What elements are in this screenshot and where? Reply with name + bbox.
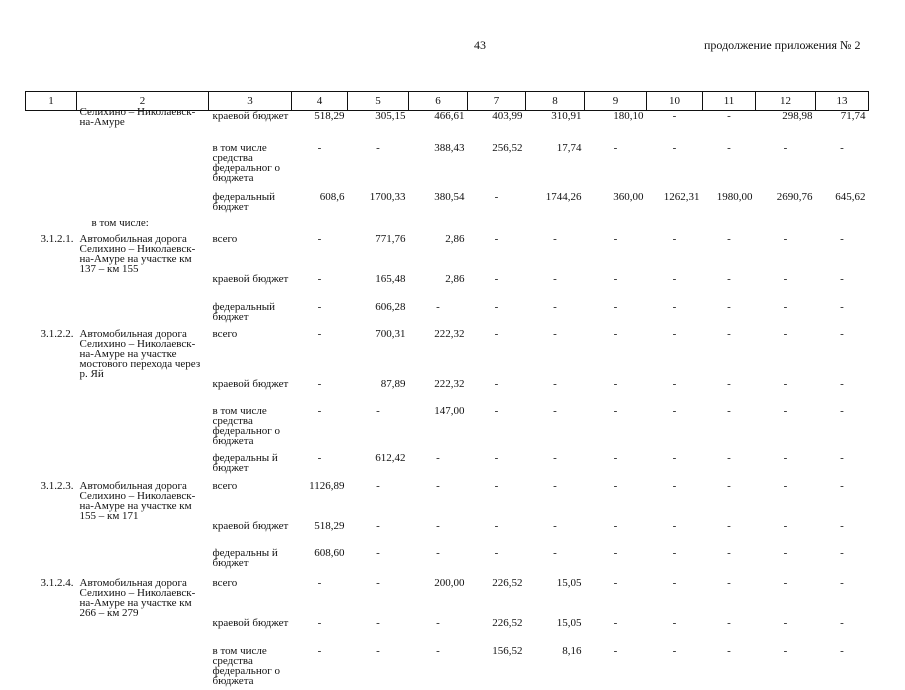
table-row xyxy=(26,406,869,453)
value-cell: - xyxy=(840,232,844,245)
value-cell: - xyxy=(553,327,557,340)
value-cell: - xyxy=(436,451,440,464)
table-row xyxy=(26,578,869,618)
value-cell: 608,6 xyxy=(319,190,345,203)
value-cell: - xyxy=(494,451,499,464)
row-object-name xyxy=(77,618,209,646)
page-number: 43 xyxy=(474,38,486,52)
value-cell: - xyxy=(494,232,499,245)
value-cell: - xyxy=(494,479,499,492)
value-cell: - xyxy=(672,141,677,154)
value-cell: - xyxy=(672,644,677,657)
row-funding-source: в том числе средства федеральног о бюджета xyxy=(212,404,280,447)
row-funding-source: краевой бюджет xyxy=(212,110,289,122)
value-cell: - xyxy=(613,232,618,245)
value-cell: - xyxy=(613,451,618,464)
col-header: 13 xyxy=(816,92,869,111)
table-row xyxy=(26,618,869,646)
value-cell: - xyxy=(436,546,440,559)
row-funding-source: федеральный бюджет xyxy=(212,190,275,213)
table-row xyxy=(26,481,869,521)
value-cell: - xyxy=(672,576,677,589)
row-funding-source: всего xyxy=(212,576,238,589)
value-cell: - xyxy=(613,300,618,313)
value-cell: - xyxy=(613,327,618,340)
value-cell: - xyxy=(613,479,618,492)
value-cell: - xyxy=(317,232,322,245)
value-cell: - xyxy=(613,272,618,285)
subheading-row xyxy=(26,218,869,234)
col-header: 9 xyxy=(585,92,647,111)
table-row xyxy=(26,548,869,578)
value-cell: - xyxy=(783,404,788,417)
value-cell: 1980,00 xyxy=(716,190,753,203)
value-cell: - xyxy=(727,377,731,390)
row-object-name xyxy=(77,379,209,406)
value-cell: - xyxy=(317,300,322,313)
value-cell: - xyxy=(783,377,788,390)
value-cell: 771,76 xyxy=(375,232,406,245)
row-code xyxy=(26,192,77,218)
value-cell: - xyxy=(727,479,731,492)
col-header: 11 xyxy=(703,92,756,111)
value-cell: 310,91 xyxy=(551,110,582,122)
value-cell: 360,00 xyxy=(613,190,644,203)
value-cell: - xyxy=(613,404,618,417)
row-funding-source: всего xyxy=(212,479,238,492)
value-cell: - xyxy=(727,451,731,464)
value-cell: - xyxy=(494,190,499,203)
table-row xyxy=(26,521,869,548)
value-cell: - xyxy=(376,141,380,154)
value-cell: - xyxy=(317,327,322,340)
continuation-note: продолжение приложения № 2 xyxy=(704,38,861,52)
col-header: 8 xyxy=(526,92,585,111)
value-cell: - xyxy=(376,546,380,559)
value-cell: 1744,26 xyxy=(545,190,582,203)
value-cell: 645,62 xyxy=(835,190,866,203)
value-cell: - xyxy=(672,616,677,629)
value-cell: - xyxy=(376,576,380,589)
row-code xyxy=(26,274,77,302)
value-cell: - xyxy=(317,404,322,417)
value-cell: - xyxy=(613,644,618,657)
row-code xyxy=(26,302,77,329)
col-header: 7 xyxy=(468,92,526,111)
value-cell: - xyxy=(672,300,677,313)
row-funding-source: всего xyxy=(212,327,238,340)
value-cell: - xyxy=(613,546,618,559)
value-cell: - xyxy=(783,300,788,313)
value-cell: - xyxy=(727,404,731,417)
value-cell: - xyxy=(317,272,322,285)
value-cell: 71,74 xyxy=(840,110,866,122)
value-cell: - xyxy=(672,479,677,492)
value-cell: - xyxy=(436,300,440,313)
table-row xyxy=(26,379,869,406)
value-cell: - xyxy=(727,272,731,285)
value-cell: - xyxy=(727,141,731,154)
value-cell: - xyxy=(553,272,557,285)
row-code: 3.1.2.4. xyxy=(40,576,74,589)
col-header: 3 xyxy=(209,92,292,111)
value-cell: - xyxy=(436,479,440,492)
value-cell: - xyxy=(783,546,788,559)
row-code: 3.1.2.3. xyxy=(40,479,74,492)
value-cell: - xyxy=(672,327,677,340)
row-object-name: Автомобильная дорога Селихино – Николаевск-на-Амуре на участке км 137 – км 155 xyxy=(79,232,196,275)
value-cell: 466,61 xyxy=(434,110,465,122)
value-cell: 87,89 xyxy=(380,377,406,390)
row-funding-source: федеральны й бюджет xyxy=(212,546,278,569)
value-cell: - xyxy=(613,141,618,154)
value-cell: 226,52 xyxy=(492,616,523,629)
row-object-name xyxy=(77,302,209,329)
value-cell: - xyxy=(553,519,557,532)
table-row xyxy=(26,646,869,690)
value-cell: - xyxy=(672,546,677,559)
value-cell: - xyxy=(840,377,844,390)
value-cell: 226,52 xyxy=(492,576,523,589)
value-cell: 2690,76 xyxy=(776,190,813,203)
value-cell: 256,52 xyxy=(492,141,523,154)
row-code xyxy=(26,548,77,578)
value-cell: - xyxy=(840,644,844,657)
row-object-name: Автомобильная дорога Селихино – Николаевск-на-Амуре на участке мостового перехода через р. Яй xyxy=(79,327,201,380)
value-cell: 700,31 xyxy=(375,327,406,340)
table-row xyxy=(26,274,869,302)
value-cell: 147,00 xyxy=(434,404,465,417)
value-cell: - xyxy=(376,404,380,417)
row-code xyxy=(26,618,77,646)
table-row xyxy=(26,192,869,218)
value-cell: - xyxy=(317,377,322,390)
value-cell: - xyxy=(494,327,499,340)
value-cell: - xyxy=(783,479,788,492)
value-cell: - xyxy=(317,141,322,154)
col-header: 6 xyxy=(409,92,468,111)
value-cell: 608,60 xyxy=(314,546,345,559)
value-cell: - xyxy=(727,300,731,313)
row-object-name: Автомобильная дорога Селихино – Николаевск-на-Амуре на участке км 155 – км 171 xyxy=(79,479,196,522)
value-cell: - xyxy=(840,479,844,492)
value-cell: - xyxy=(494,272,499,285)
row-funding-source: краевой бюджет xyxy=(212,377,289,390)
row-funding-source: в том числе средства федеральног о бюджета xyxy=(212,644,280,687)
row-object-name: Автомобильная дорога Селихино – Николаевск-на-Амуре на участке км 266 – км 279 xyxy=(79,576,196,619)
value-cell: - xyxy=(553,300,557,313)
value-cell: - xyxy=(494,300,499,313)
row-funding-source: краевой бюджет xyxy=(212,519,289,532)
row-object-name xyxy=(77,406,209,453)
value-cell: - xyxy=(840,546,844,559)
value-cell: 606,28 xyxy=(375,300,406,313)
value-cell: 298,98 xyxy=(782,110,813,122)
row-object-name: Селихино – Николаевск-на-Амуре xyxy=(79,106,196,128)
value-cell: - xyxy=(783,616,788,629)
row-object-name xyxy=(77,192,209,218)
row-code xyxy=(26,406,77,453)
row-funding-source: краевой бюджет xyxy=(212,616,289,629)
value-cell: - xyxy=(672,232,677,245)
row-object-name xyxy=(77,453,209,481)
value-cell: 15,05 xyxy=(556,576,582,589)
table-row xyxy=(26,329,869,379)
value-cell: - xyxy=(553,546,557,559)
value-cell: 200,00 xyxy=(434,576,465,589)
table-row xyxy=(26,143,869,192)
value-cell: 380,54 xyxy=(434,190,465,203)
value-cell: 2,86 xyxy=(445,272,465,285)
value-cell: - xyxy=(376,616,380,629)
value-cell: - xyxy=(553,451,557,464)
value-cell: - xyxy=(553,377,557,390)
value-cell: 388,43 xyxy=(434,141,465,154)
value-cell: 165,48 xyxy=(375,272,406,285)
value-cell: 518,29 xyxy=(314,519,345,532)
value-cell: - xyxy=(783,272,788,285)
value-cell: 1126,89 xyxy=(309,479,345,492)
row-object-name xyxy=(77,143,209,192)
value-cell: - xyxy=(840,451,844,464)
value-cell: - xyxy=(783,644,788,657)
value-cell: - xyxy=(613,616,618,629)
table-row xyxy=(26,234,869,274)
value-cell: - xyxy=(436,519,440,532)
value-cell: - xyxy=(613,377,618,390)
value-cell: 1700,33 xyxy=(369,190,406,203)
col-header: 5 xyxy=(348,92,409,111)
value-cell: - xyxy=(783,327,788,340)
value-cell: 222,32 xyxy=(434,327,465,340)
row-code xyxy=(26,111,77,143)
row-code xyxy=(26,453,77,481)
value-cell: - xyxy=(672,404,677,417)
budget-table xyxy=(25,91,869,690)
value-cell: - xyxy=(436,644,440,657)
value-cell: - xyxy=(840,300,844,313)
row-object-name xyxy=(77,274,209,302)
value-cell: - xyxy=(783,451,788,464)
value-cell: - xyxy=(376,644,380,657)
value-cell: 180,10 xyxy=(613,110,644,122)
value-cell: 403,99 xyxy=(492,110,523,122)
value-cell: - xyxy=(494,519,499,532)
row-funding-source: федеральны й бюджет xyxy=(212,451,278,474)
value-cell: - xyxy=(494,546,499,559)
in-that-number-label: в том числе: xyxy=(91,216,149,229)
value-cell: - xyxy=(727,232,731,245)
row-code xyxy=(26,379,77,406)
value-cell: - xyxy=(727,519,731,532)
value-cell: 1262,31 xyxy=(663,190,700,203)
row-object-name xyxy=(77,646,209,690)
value-cell: - xyxy=(672,110,677,122)
value-cell: - xyxy=(840,141,844,154)
col-header: 4 xyxy=(292,92,348,111)
value-cell: - xyxy=(317,644,322,657)
value-cell: 612,42 xyxy=(375,451,406,464)
value-cell: - xyxy=(613,519,618,532)
value-cell: - xyxy=(783,232,788,245)
value-cell: - xyxy=(376,479,380,492)
value-cell: - xyxy=(840,576,844,589)
table-row xyxy=(26,453,869,481)
value-cell: 156,52 xyxy=(492,644,523,657)
row-code xyxy=(26,521,77,548)
value-cell: - xyxy=(783,519,788,532)
value-cell: - xyxy=(613,576,618,589)
value-cell: 2,86 xyxy=(445,232,465,245)
value-cell: - xyxy=(494,377,499,390)
value-cell: 8,16 xyxy=(562,644,582,657)
col-header: 10 xyxy=(647,92,703,111)
row-funding-source: в том числе средства федеральног о бюджета xyxy=(212,141,280,184)
row-object-name xyxy=(77,548,209,578)
col-header: 1 xyxy=(26,92,77,111)
value-cell: - xyxy=(783,576,788,589)
table-row xyxy=(26,111,869,143)
row-funding-source: федеральный бюджет xyxy=(212,300,275,323)
value-cell: - xyxy=(727,644,731,657)
value-cell: - xyxy=(840,327,844,340)
value-cell: - xyxy=(727,327,731,340)
col-header: 2 xyxy=(77,92,209,111)
value-cell: - xyxy=(317,451,322,464)
row-funding-source: краевой бюджет xyxy=(212,272,289,285)
value-cell: - xyxy=(376,519,380,532)
row-code: 3.1.2.1. xyxy=(40,232,74,245)
value-cell: - xyxy=(727,616,731,629)
value-cell: - xyxy=(494,404,499,417)
value-cell: - xyxy=(783,141,788,154)
value-cell: - xyxy=(317,576,322,589)
row-code xyxy=(26,646,77,690)
col-header: 12 xyxy=(756,92,816,111)
value-cell: - xyxy=(553,232,557,245)
value-cell: - xyxy=(840,616,844,629)
value-cell: - xyxy=(672,377,677,390)
value-cell: - xyxy=(672,451,677,464)
table-row xyxy=(26,302,869,329)
value-cell: - xyxy=(553,479,557,492)
value-cell: 305,15 xyxy=(375,110,406,122)
row-code xyxy=(26,143,77,192)
value-cell: - xyxy=(436,616,440,629)
value-cell: - xyxy=(317,616,322,629)
row-code: 3.1.2.2. xyxy=(40,327,74,340)
value-cell: 15,05 xyxy=(556,616,582,629)
value-cell: - xyxy=(727,110,731,122)
value-cell: - xyxy=(840,272,844,285)
value-cell: - xyxy=(727,576,731,589)
value-cell: 17,74 xyxy=(556,141,582,154)
value-cell: 222,32 xyxy=(434,377,465,390)
value-cell: - xyxy=(553,404,557,417)
value-cell: 518,29 xyxy=(314,110,345,122)
row-funding-source: всего xyxy=(212,232,238,245)
value-cell: - xyxy=(672,272,677,285)
row-object-name xyxy=(77,521,209,548)
value-cell: - xyxy=(672,519,677,532)
value-cell: - xyxy=(727,546,731,559)
value-cell: - xyxy=(840,404,844,417)
value-cell: - xyxy=(840,519,844,532)
